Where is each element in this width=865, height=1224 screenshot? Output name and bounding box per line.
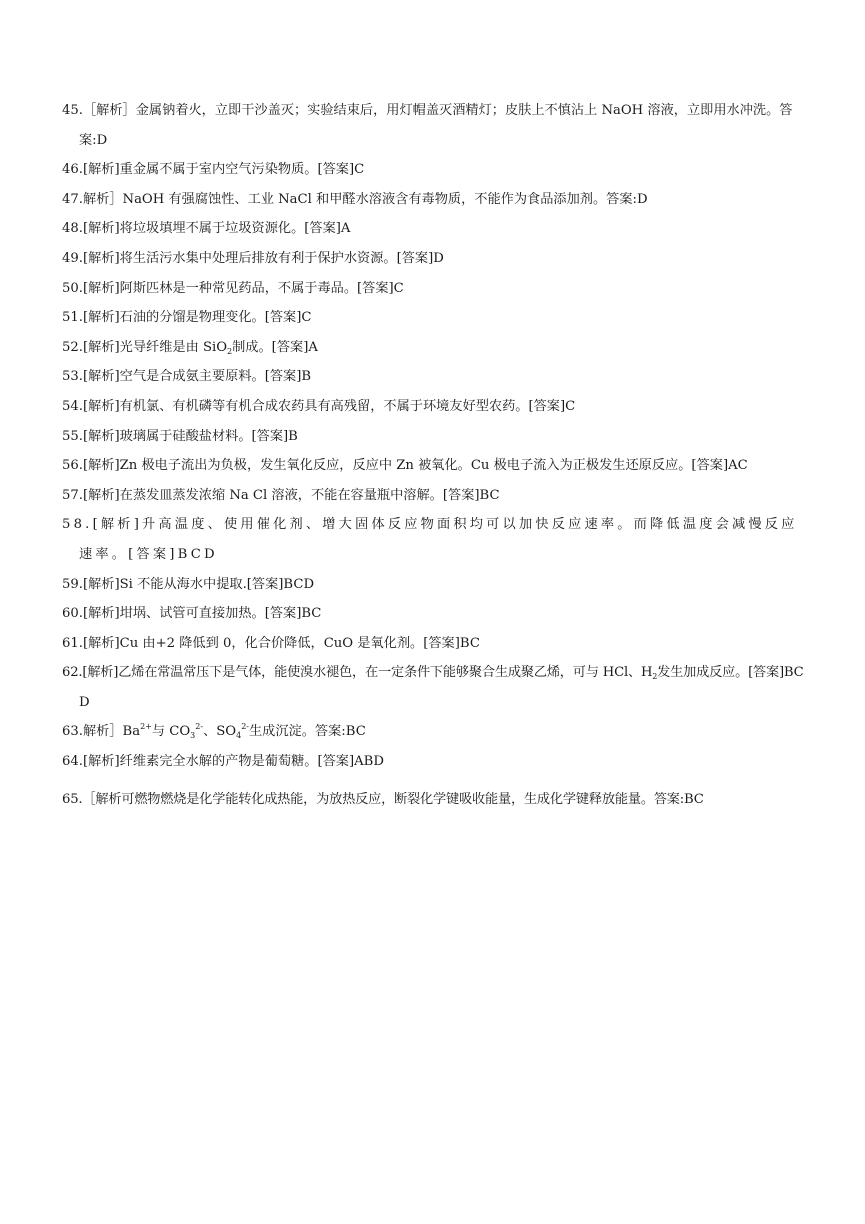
answer-65: 65.［解析可燃物燃烧是化学能转化成热能，为放热反应，断裂化学键吸收能量，生成化学键释放能量。答案:BC — [62, 791, 704, 807]
answer-52 — [62, 333, 804, 363]
answer-list — [62, 96, 804, 814]
answer-53: 53.[解析]空气是合成氨主要原料。[答案]B — [62, 369, 312, 385]
superscript: 2+ — [140, 722, 152, 732]
subscript: 3 — [190, 731, 196, 741]
answer-51: 51.[解析]石油的分馏是物理变化。[答案]C — [62, 310, 312, 326]
subscript: 4 — [236, 731, 242, 741]
answer-63-tail: 生成沉淀。答案:BC — [249, 724, 366, 740]
answer-55: 55.[解析]玻璃属于硅酸盐材料。[答案]B — [62, 428, 298, 444]
answer-50: 50.[解析]阿斯匹林是一种常见药品，不属于毒品。[答案]C — [62, 280, 404, 296]
answer-59: 59.[解析]Si 不能从海水中提取.[答案]BCD — [62, 576, 315, 592]
superscript: 2- — [195, 722, 204, 732]
answer-52-text: 52.[解析]光导纤维是由 SiO — [62, 339, 228, 355]
answer-62-tail: 发生加成反应。[答案]BCD — [79, 665, 804, 710]
answer-54: 54.[解析]有机氯、有机磷等有机合成农药具有高残留，不属于环境友好型农药。[答案]C — [62, 398, 576, 414]
answer-63-text-2: 与 CO — [151, 724, 191, 740]
answer-60: 60.[解析]坩埚、试管可直接加热。[答案]BC — [62, 606, 322, 622]
answer-49: 49.[解析]将生活污水集中处理后排放有利于保护水资源。[答案]D — [62, 250, 444, 266]
answer-47: 47.解析］NaOH 有强腐蚀性、工业 NaCl 和甲醛水溶液含有毒物质，不能作为食品添加剂。答案:D — [62, 191, 648, 207]
answer-63-text-3: 、SO — [203, 724, 237, 740]
answer-62 — [62, 658, 804, 717]
answer-58: 58.[解析]升高温度、使用催化剂、增大固体反应物面积均可以加快反应速率。而降低温度会减慢反应速率。[答案]BCD — [62, 517, 798, 562]
answer-48: 48.[解析]将垃圾填埋不属于垃圾资源化。[答案]A — [62, 221, 351, 237]
answer-45: 45.［解析］金属钠着火，立即干沙盖灭；实验结束后，用灯帽盖灭酒精灯；皮肤上不慎沾上 NaOH 溶液，立即用水冲洗。答案:D — [62, 103, 793, 148]
answer-63-text: 63.解析］Ba — [62, 724, 141, 740]
subscript: 2 — [652, 672, 658, 682]
answer-57: 57.[解析]在蒸发皿蒸发浓缩 Na Cl 溶液，不能在容量瓶中溶解。[答案]BC — [62, 487, 500, 503]
answer-62-text: 62.[解析]乙烯在常温常压下是气体，能使溴水褪色，在一定条件下能够聚合生成聚乙烯，可与 HCl、H — [62, 665, 653, 681]
answer-61: 61.[解析]Cu 由+2 降低到 0，化合价降低，CuO 是氧化剂。[答案]BC — [62, 635, 480, 651]
answer-52-tail: 制成。[答案]A — [232, 339, 318, 355]
answer-46: 46.[解析]重金属不属于室内空气污染物质。[答案]C — [62, 162, 365, 178]
answer-64: 64.[解析]纤维素完全水解的产物是葡萄糖。[答案]ABD — [62, 754, 384, 770]
answer-56: 56.[解析]Zn 极电子流出为负极，发生氧化反应，反应中 Zn 被氧化。Cu 极电子流入为正极发生还原反应。[答案]AC — [62, 458, 748, 474]
subscript: 2 — [227, 346, 233, 356]
answer-63 — [62, 717, 804, 747]
superscript: 2- — [241, 722, 249, 732]
